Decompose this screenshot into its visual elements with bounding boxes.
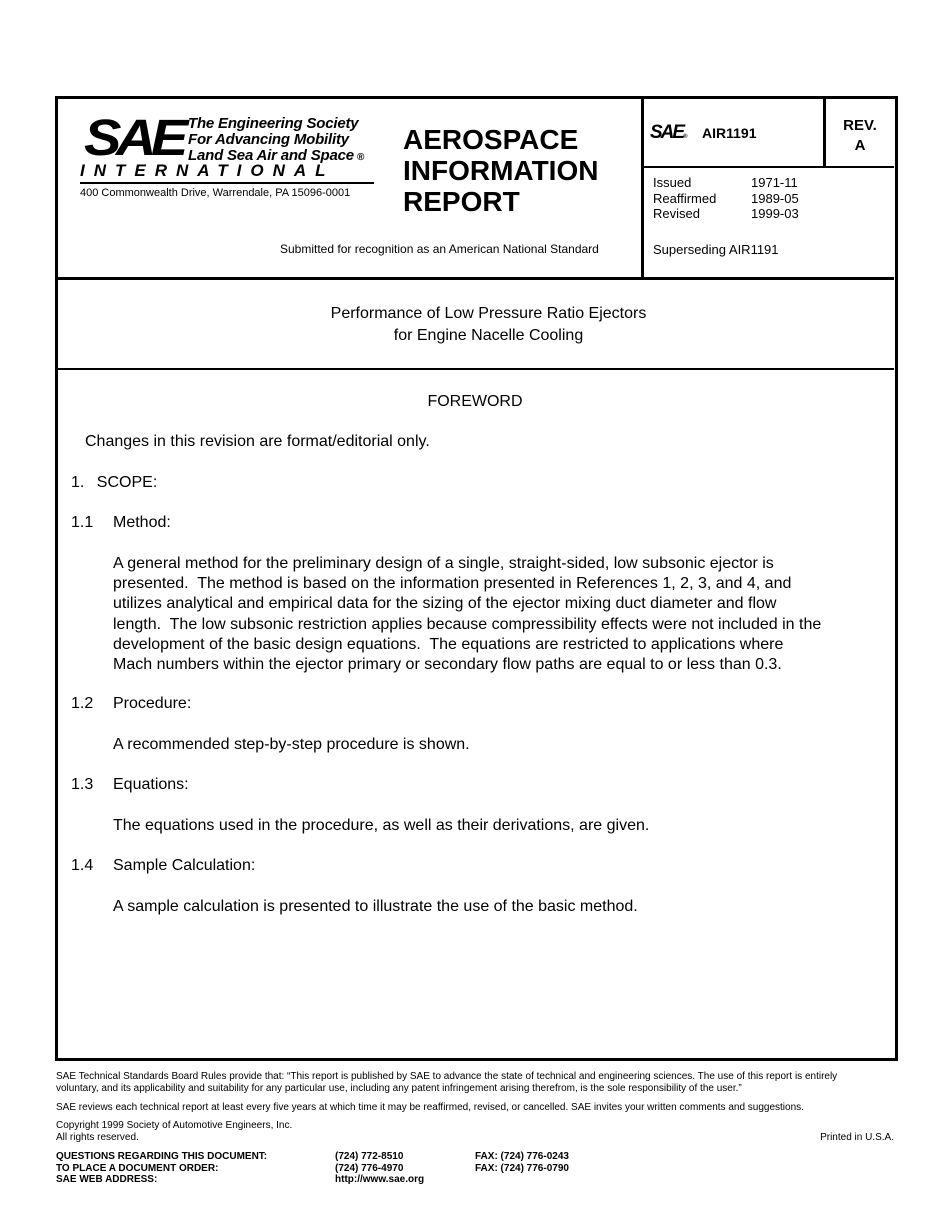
footer-review: SAE reviews each technical report at least every five years at which time it may be reaffirmed, revised, or cancelled. SAE invites your written comments and suggestions. (56, 1102, 804, 1113)
title-divider-bottom (56, 368, 894, 370)
submitted-note: Submitted for recognition as an American National Standard (280, 242, 599, 256)
sae-web-link[interactable]: http://www.sae.org (335, 1174, 425, 1185)
reaffirmed-date: 1989-05 (751, 190, 799, 206)
section-1-2-heading: Procedure: (113, 695, 192, 712)
section-1-1-text: A general method for the preliminary design of a single, straight-sided, low subsonic ejector is presented. The method is based on the information presented in References 1, 2, 3, and 4, and utilizes analytical and empirical data for the sizing of the ejector mixing duct diameter and flow length. The low subsonic restriction applies because compressibility effects were not included in the development of the basic design equations. The equations are restricted to applications where Mach numbers within the ejector primary or secondary flow paths are equal to or less than 0.3. (113, 555, 822, 674)
logo-underline (80, 182, 374, 184)
dates-values (751, 175, 799, 222)
section-1-4-heading: Sample Calculation: (113, 857, 256, 874)
superseding: Superseding AIR1191 (653, 242, 779, 257)
sae-logo-international: INTERNATIONAL (80, 161, 335, 180)
contact-row: SAE WEB ADDRESS: http://www.sae.org (56, 1174, 425, 1185)
footer-copyright: Copyright 1999 Society of Automotive Engineers, Inc. All rights reserved. (56, 1120, 293, 1143)
document-title: Performance of Low Pressure Ratio Ejectors for Engine Nacelle Cooling (330, 305, 647, 344)
foreword-text: Changes in this revision are format/editorial only. (85, 433, 430, 450)
tagline-line-1: The Engineering Society (188, 115, 359, 132)
section-1-2-number: 1.2 (71, 695, 94, 712)
revision-box (826, 116, 894, 156)
sae-small-logo: SAE® (650, 122, 688, 143)
sae-logo-tagline (188, 116, 364, 166)
contact-row: QUESTIONS REGARDING THIS DOCUMENT: (724) 772-8510 FAX: (724) 776-0243 (56, 1151, 569, 1162)
header-divider-bottom (56, 277, 894, 280)
issued-date: 1971-11 (751, 175, 798, 190)
section-1-3-number: 1.3 (71, 776, 94, 793)
section-1-3-text: The equations used in the procedure, as well as their derivations, are given. (113, 817, 650, 834)
address: 400 Commonwealth Drive, Warrendale, PA 15096-0001 (80, 187, 351, 199)
footer-contacts (56, 1151, 616, 1186)
section-1-4-text: A sample calculation is presented to illustrate the use of the basic method. (113, 898, 638, 915)
document-type: AEROSPACE INFORMATION REPORT (403, 124, 599, 217)
footer-rules: SAE Technical Standards Board Rules provide that: “This report is published by SAE to advance the state of technical and engineering sciences. The use of this report is entirely voluntary, and its applicability and suitability for any particular use, including any patent infringement arising therefrom, is the sole responsibility of the user.” (56, 1071, 838, 1094)
registered-mark: ® (356, 152, 365, 163)
revised-date: 1999-03 (751, 206, 799, 221)
contact-row: TO PLACE A DOCUMENT ORDER: (724) 776-4970 FAX: (724) 776-0790 (56, 1162, 569, 1174)
section-1-4-number: 1.4 (71, 857, 94, 874)
header-divider-vertical (641, 98, 644, 279)
section-1-2-text: A recommended step-by-step procedure is shown. (113, 736, 470, 753)
rev-divider-horizontal (641, 166, 894, 168)
rev-value: A (854, 137, 866, 154)
sae-logo (80, 109, 380, 188)
footer-printed: Printed in U.S.A. (820, 1132, 894, 1143)
sae-logo-mark: SAE (84, 109, 183, 166)
section-1-1-heading: Method: (113, 514, 171, 531)
tagline-line-2: For Advancing Mobility (188, 131, 349, 148)
document-number: AIR1191 (702, 125, 757, 141)
scope-heading: 1. SCOPE: (71, 474, 158, 491)
section-1-3-heading: Equations: (113, 776, 189, 793)
title-tick-left (56, 345, 58, 369)
dates-labels: Issued Reaffirmed Revised (653, 175, 717, 221)
section-1-1-number: 1.1 (71, 514, 94, 531)
foreword-heading: FOREWORD (427, 393, 523, 410)
tagline-line-3: Land Sea Air and Space ® (188, 147, 365, 164)
rev-label: REV. (843, 117, 877, 134)
